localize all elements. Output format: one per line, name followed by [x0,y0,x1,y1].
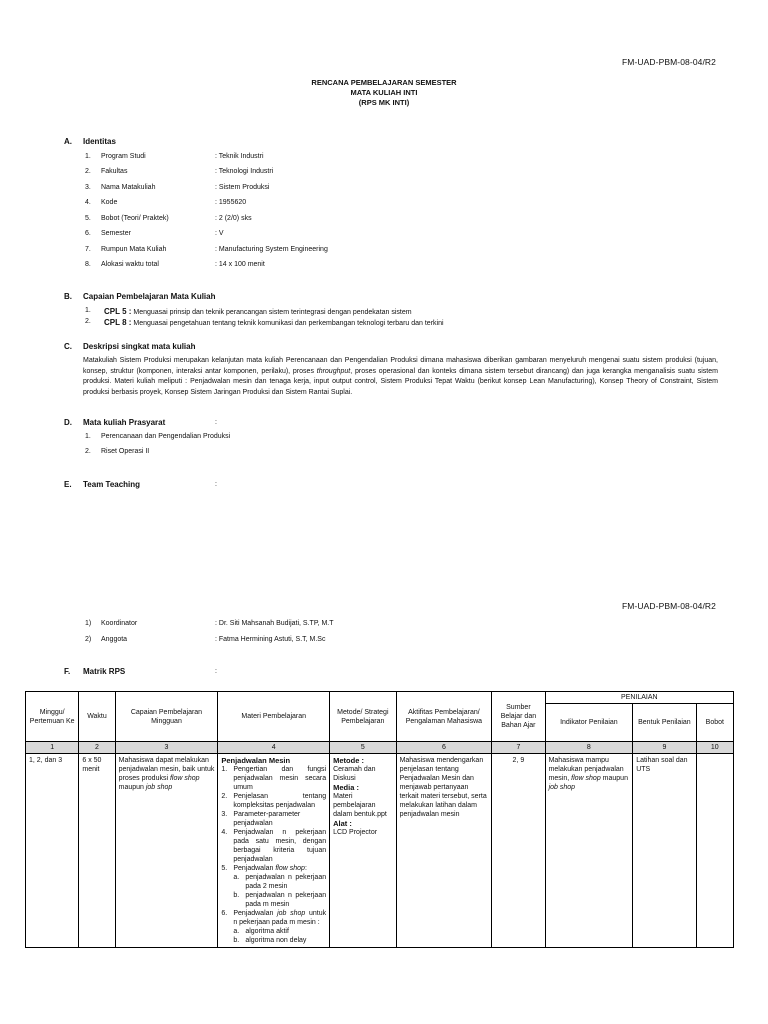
metode-label: Metode : [333,756,364,765]
cpl-code: CPL 8 : [104,318,132,327]
row-value: : Teknik Industri [215,153,264,160]
cpl-item [85,318,705,328]
row-number: 1. [85,433,91,440]
row-number: 2. [85,168,91,175]
section-title: Capaian Pembelajaran Mata Kuliah [83,292,216,301]
row-value: : Manufacturing System Engineering [215,246,328,253]
list-marker: 4. [221,829,228,836]
row-number: 7. [85,246,91,253]
list-item [221,792,326,810]
list-text: Penjadwalan [233,865,276,872]
row-number: 8. [85,261,91,268]
column-number: 7 [492,742,545,754]
cell-capaian [115,754,218,948]
prerequisite-item [85,433,485,443]
list-text: Penjelasan tentang kompleksitas penjadwalan [233,793,327,809]
list-marker: b. [233,937,240,944]
cell-bobot [696,754,733,948]
list-text: Pengertian dan fungsi penjadwalan mesin secara umum [233,766,327,791]
column-number: 10 [696,742,733,754]
row-number: 6. [85,230,91,237]
team-role: Anggota [101,636,128,643]
title-line-2: MATA KULIAH INTI [350,88,418,97]
column-number: 3 [115,742,218,754]
alat-value: LCD Projector [333,829,378,836]
header-minggu: Minggu/ Pertemuan Ke [26,692,79,742]
cell-emphasis: job shop [145,784,173,791]
list-text: algoritma aktif [245,928,289,935]
cell-emphasis: job shop [548,784,576,791]
cell-indikator [545,754,633,948]
section-title: Mata kuliah Prasyarat [83,418,166,427]
list-emphasis: job shop [277,910,306,917]
section-letter: B. [64,292,72,301]
metode-value: Ceramah dan Diskusi [333,766,376,782]
identitas-row [85,199,485,209]
sub-list-item [233,873,326,891]
list-marker: b. [233,892,240,899]
row-key: Kode [101,199,118,206]
column-number-row [26,742,734,754]
alat-label: Alat : [333,819,352,828]
section-colon: : [215,668,217,675]
cell-text: Mahasiswa mampu melakukan penjadwalan mesin, [548,757,624,782]
header-waktu: Waktu [79,692,115,742]
list-marker: 6. [221,910,228,917]
identitas-row [85,184,485,194]
list-text: untuk n pekerjaan pada m mesin : [233,910,327,926]
row-number: 1) [85,620,92,627]
identitas-row [85,261,485,271]
row-key: Rumpun Mata Kuliah [101,246,167,253]
sub-list [233,927,326,945]
list-text: Penjadwalan n pekerjaan pada satu mesin, dengan berbagai kriteria tujuan penjadwalan [233,829,327,863]
cpl-text: Menguasai pengetahuan tentang teknik komunikasi dan perkembangan teknologi terbaru dan terkini [133,320,444,327]
cell-minggu: 1, 2, dan 3 [26,754,79,948]
row-key: Fakultas [101,168,128,175]
sub-list-item [233,891,326,909]
section-e-heading [64,480,364,492]
row-key: Semester [101,230,131,237]
header-capaian: Capaian Pembelajaran Mingguan [115,692,218,742]
header-sumber: Sumber Belajar dan Bahan Ajar [492,692,545,742]
cell-emphasis: flow shop [571,775,601,782]
sub-list [233,873,326,909]
row-key: Program Studi [101,153,146,160]
header-bobot: Bobot [696,704,733,742]
cell-text: maupun [600,775,628,782]
cell-aktifitas: Mahasiswa mendengarkan penjelasan tentang Penjadwalan Mesin dan menjawab pertanyaan terkait materi tersebut, serta melakukan latihan dalam penjadwalan mesin [396,754,492,948]
identitas-row [85,215,485,225]
section-c-heading [64,342,364,354]
table-header-row [26,692,734,704]
materi-list [221,765,326,945]
list-marker: 5. [221,865,228,872]
list-item [221,828,326,864]
sub-list-item [233,927,326,936]
cpl-code: CPL 5 : [104,307,132,316]
title-line-3: (RPS MK INTI) [358,98,410,107]
row-key: Nama Matakuliah [101,184,156,191]
identitas-row [85,153,485,163]
section-letter: F. [64,667,71,676]
team-role: Koordinator [101,620,138,627]
list-text: Parameter-parameter penjadwalan [233,811,301,827]
list-emphasis: flow shop [275,865,305,872]
identitas-row [85,230,485,240]
list-marker: 2. [221,793,228,800]
column-number: 9 [633,742,696,754]
section-f-heading [64,667,364,679]
team-name: : Fatma Hermining Astuti, S.T, M.Sc [215,636,326,643]
prerequisite-text: Perencanaan dan Pengendalian Produksi [101,433,231,440]
cpl-text: Menguasai prinsip dan teknik perancangan sistem terintegrasi dengan pendekatan sistem [133,309,412,316]
section-title: Matrik RPS [83,667,126,676]
list-text: : [304,865,307,872]
row-number: 2) [85,636,92,643]
row-value: : 2 (2/0) sks [215,215,252,222]
cell-materi [218,754,330,948]
column-number: 8 [545,742,633,754]
row-value: : 14 x 100 menit [215,261,265,268]
cpl-item [85,307,705,317]
header-indikator: Indikator Penilaian [545,704,633,742]
column-number: 2 [79,742,115,754]
team-name: : Dr. Siti Mahsanah Budijati, S.TP, M.T [215,620,334,627]
column-number: 5 [330,742,396,754]
row-number: 4. [85,199,91,206]
column-number: 6 [396,742,492,754]
section-letter: E. [64,480,72,489]
cell-emphasis: flow shop [169,775,200,782]
document-code: FM-UAD-PBM-08-04/R2 [622,57,716,67]
header-aktifitas: Aktifitas Pembelajaran/ Pengalaman Mahasiswa [396,692,492,742]
cell-sumber: 2, 9 [492,754,545,948]
row-value: : Sistem Produksi [215,184,270,191]
column-number: 1 [26,742,79,754]
row-value: : Teknologi Industri [215,168,274,175]
section-title: Deskripsi singkat mata kuliah [83,342,196,351]
document-title [0,78,768,108]
row-number: 2. [85,318,91,325]
team-member [85,620,485,630]
identitas-row [85,246,485,256]
sub-list-item [233,936,326,945]
list-marker: 1. [221,766,228,773]
header-bentuk: Bentuk Penilaian [633,704,696,742]
section-colon: : [215,419,217,426]
media-value: Materi pembelajaran dalam bentuk.ppt [333,793,387,818]
section-title: Identitas [83,137,116,146]
list-item [221,864,326,909]
description-text: , proses operasional dan konteks dimana sistem tersebut dirancang) dan juga kerangka menganalisis suatu sistem produksi. Materi kuliah meliputi : Penjadwalan mesin dan tenaga kerja, input output control, Sistem Produksi Tepat Waktu (berikut konsep Lean Manufacturing), Konsep Theory of Constraint, Sistem produksi berbasis proyek, Konsep Sistem Jaringan Produksi dan Sistem Rantai Suplai. [83,367,718,396]
cell-text: maupun [118,784,146,791]
column-number: 4 [218,742,330,754]
row-number: 1. [85,307,91,314]
section-b-heading [64,292,364,304]
header-materi: Materi Pembelajaran [218,692,330,742]
section-a-heading [64,137,364,149]
title-line-1: RENCANA PEMBELAJARAN SEMESTER [311,78,457,87]
prerequisite-item [85,448,485,458]
course-description [83,356,718,398]
list-marker: a. [233,874,240,881]
list-item [221,909,326,945]
header-penilaian: PENILAIAN [545,692,733,704]
list-text: penjadwalan n pekerjaan pada m mesin [245,892,327,908]
cell-text: Mahasiswa dapat melakukan penjadwalan mesin, baik untuk proses produksi [118,757,215,782]
table-row [26,754,734,948]
list-item [221,765,326,792]
header-metode: Metode/ Strategi Pembelajaran [330,692,396,742]
list-text: algoritma non delay [245,937,307,944]
team-member [85,636,485,646]
prerequisite-text: Riset Operasi II [101,448,150,455]
rps-matrix-table [25,691,734,948]
list-marker: 3. [221,811,228,818]
row-number: 3. [85,184,91,191]
row-value: : V [215,230,224,237]
list-text: penjadwalan n pekerjaan pada 2 mesin [245,874,327,890]
section-colon: : [215,481,217,488]
description-emphasis: throughput [316,367,351,375]
section-letter: D. [64,418,72,427]
list-item [221,810,326,828]
description-text: Matakuliah Sistem Produksi merupakan kelanjutan mata kuliah Perencanaan dan Pengendalian Produksi dimana mahasiswa diberikan gambaran menyeluruh mengenai suatu sistem produksi (tujuan, konsep, struktur (komponen, interaksi antar komponen, perilaku), proses [83,357,718,375]
row-number: 1. [85,153,91,160]
document-code-page-2: FM-UAD-PBM-08-04/R2 [622,601,716,611]
row-key: Bobot (Teori/ Praktek) [101,215,169,222]
list-text: Penjadwalan [233,910,278,917]
section-letter: A. [64,137,72,146]
section-d-heading [64,418,364,430]
materi-title: Penjadwalan Mesin [221,756,291,765]
identitas-row [85,168,485,178]
section-letter: C. [64,342,72,351]
row-key: Alokasi waktu total [101,261,159,268]
row-value: : 1955620 [215,199,247,206]
list-marker: a. [233,928,240,935]
row-number: 2. [85,448,91,455]
cell-waktu: 6 x 50 menit [79,754,115,948]
section-title: Team Teaching [83,480,141,489]
row-number: 5. [85,215,91,222]
media-label: Media : [333,783,359,792]
cell-bentuk: Latihan soal dan UTS [633,754,696,948]
cell-metode [330,754,396,948]
